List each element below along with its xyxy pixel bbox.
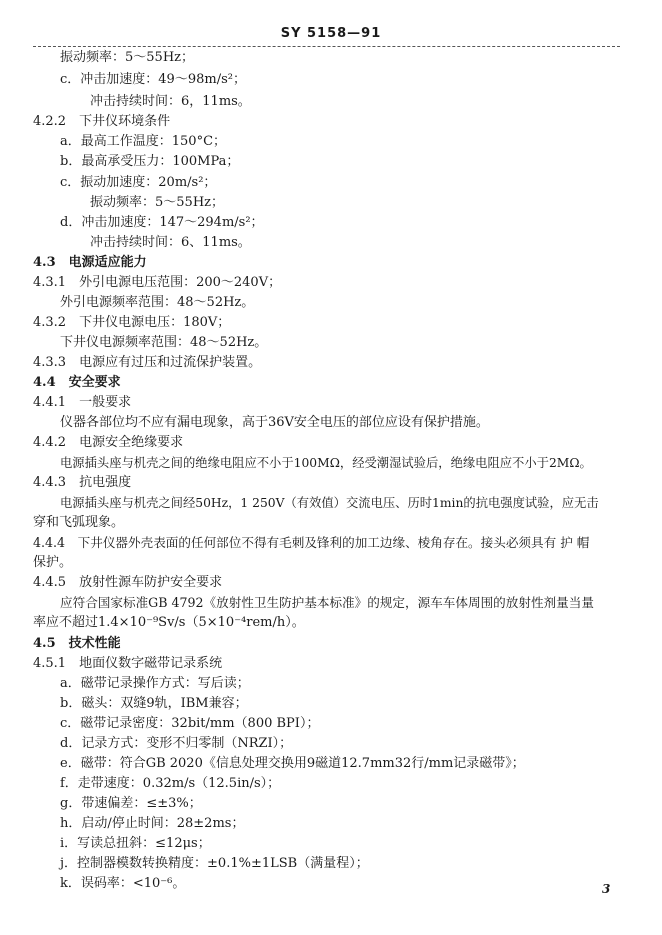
paragraph-line: 电源插头座与机壳之间的绝缘电阻应不小于100MΩ，经受潮湿试验后，绝缘电阻应不小于2MΩ。 [60, 456, 592, 470]
section-heading: 4.4.5 放射性源车防护安全要求 [33, 575, 223, 590]
paragraph-line: 率应不超过1.4×10⁻⁹Sv/s（5×10⁻⁴rem/h）。 [33, 615, 305, 630]
paragraph-line: 电源插头座与机壳之间经50Hz，1 250V（有效值）交流电压、历时1min的抗电强度试验，应无击 [60, 496, 599, 510]
list-item: b．最高承受压力：100MPa； [60, 154, 240, 169]
text-line: 下井仪电源频率范围：48～52Hz。 [60, 335, 268, 350]
page-number: 3 [602, 882, 611, 896]
text-line: c．冲击加速度：49～98m/s²； [60, 72, 246, 87]
text-line: 冲击持续时间：6、11ms。 [90, 235, 251, 250]
list-item: c．振动加速度：20m/s²； [60, 175, 217, 190]
section-heading: 4.4.1 一般要求 [33, 395, 132, 410]
paragraph-line: 应符合国家标准GB 4792《放射性卫生防护基本标准》的规定，源车车体周围的放射性剂量当量 [60, 595, 594, 610]
header-rule [33, 46, 620, 47]
section-heading: 4.3 电源适应能力 [33, 255, 147, 270]
section-heading: 4.4.3 抗电强度 [33, 475, 132, 490]
list-item: d．记录方式：变形不归零制（NRZI）； [60, 736, 293, 751]
section-heading: 4.4 安全要求 [33, 375, 121, 390]
list-item: j．控制器模数转换精度：±0.1%±1LSB（满量程）； [60, 856, 369, 871]
list-item: a．磁带记录操作方式：写后读； [60, 676, 250, 691]
paragraph-line: 保护。 [33, 555, 73, 570]
list-item: b．磁头：双缝9轨，IBM兼容； [60, 696, 248, 711]
text-line: 冲击持续时间：6，11ms。 [90, 94, 251, 109]
section-heading: 4.4.4 下井仪器外壳表面的任何部位不得有毛刺及锋利的加工边缘、棱角存在。接头必须具有 护 帽 [33, 535, 590, 550]
list-item: i．写读总扭斜：≤12μs； [60, 836, 211, 851]
list-item: f．走带速度：0.32m/s（12.5in/s）； [60, 776, 281, 791]
list-item: d．冲击加速度：147～294m/s²； [60, 215, 264, 230]
text-line: 振动频率：5～55Hz； [90, 195, 224, 210]
list-item: k．误码率：<10⁻⁶。 [60, 876, 186, 891]
page-header: SY 5158—91 [280, 26, 382, 41]
list-item: e．磁带：符合GB 2020《信息处理交换用9磁道12.7mm32行/mm记录磁带》； [60, 756, 525, 771]
list-item: h．启动/停止时间：28±2ms； [60, 816, 245, 831]
paragraph-line: 穿和飞弧现象。 [33, 515, 125, 530]
section-heading: 4.5.1 地面仪数字磁带记录系统 [33, 656, 223, 671]
text-line: 振动频率：5～55Hz； [60, 50, 194, 65]
list-item: g．带速偏差：≤±3%； [60, 796, 202, 811]
text-line: 外引电源频率范围：48～52Hz。 [60, 295, 255, 310]
section-heading: 4.3.3 电源应有过压和过流保护装置。 [33, 355, 262, 370]
list-item: c．磁带记录密度：32bit/mm（800 BPI）； [60, 716, 320, 731]
list-item: a．最高工作温度：150°C； [60, 134, 227, 149]
section-heading: 4.2.2 下井仪环境条件 [33, 114, 171, 129]
section-heading: 4.5 技术性能 [33, 636, 121, 651]
section-heading: 4.3.1 外引电源电压范围：200～240V； [33, 275, 282, 290]
paragraph-line: 仪器各部位均不应有漏电现象，高于36V安全电压的部位应设有保护措施。 [60, 415, 489, 430]
section-heading: 4.3.2 下井仪电源电压：180V； [33, 315, 231, 330]
section-heading: 4.4.2 电源安全绝缘要求 [33, 435, 184, 450]
